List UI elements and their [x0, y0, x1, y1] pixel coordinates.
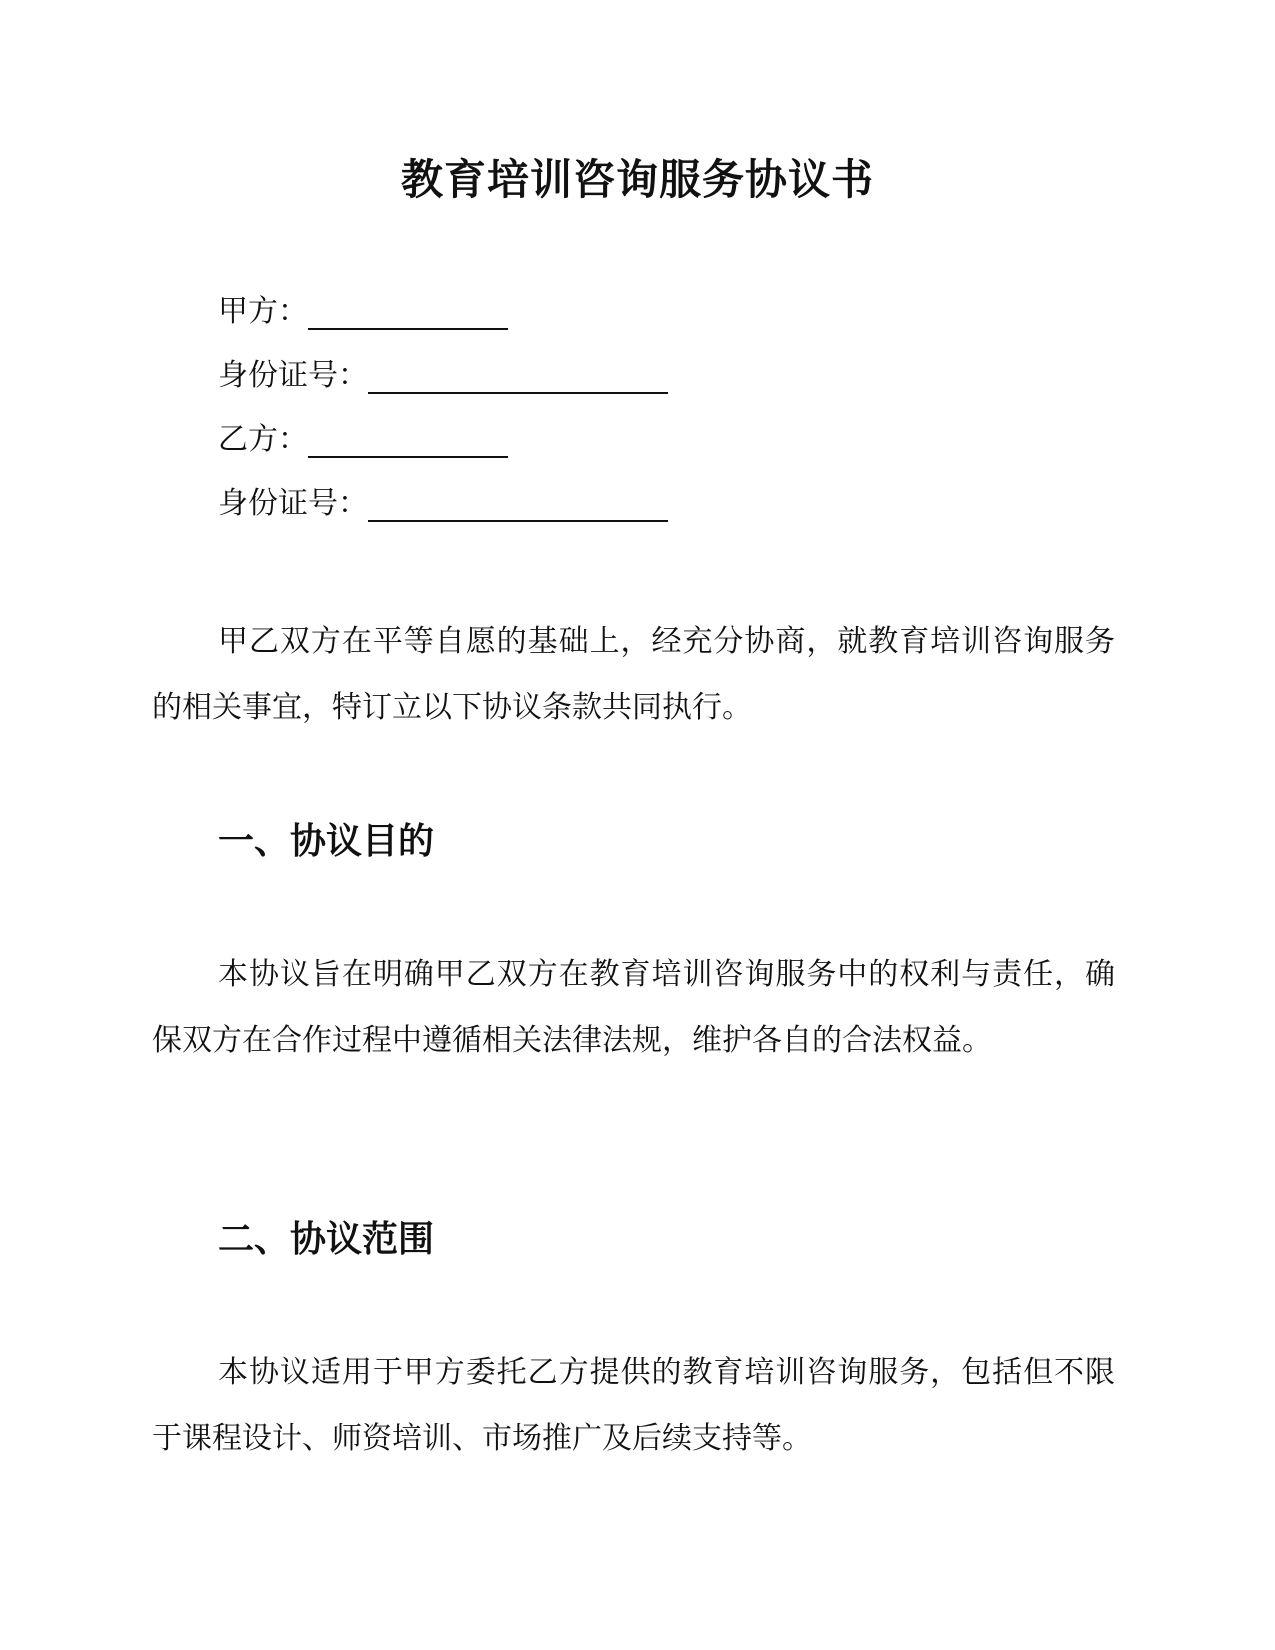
- intro-paragraph: 甲乙双方在平等自愿的基础上，经充分协商，就教育培训咨询服务的相关事宜，特订立以下协议条款共同执行。: [152, 624, 1115, 725]
- party-a-blank-line: [308, 298, 508, 330]
- party-b-field: [218, 420, 508, 460]
- party-b-id-field: [218, 484, 668, 524]
- section-2-body: 本协议适用于甲方委托乙方提供的教育培训咨询服务，包括但不限于课程设计、师资培训、市场推广及后续支持等。: [152, 1355, 1115, 1456]
- party-a-label: 甲方：: [218, 294, 308, 329]
- party-b-id-blank-line: [368, 490, 668, 522]
- party-a-id-field: [218, 356, 668, 396]
- party-a-id-label: 身份证号：: [218, 358, 368, 393]
- party-b-label: 乙方：: [218, 422, 308, 457]
- party-a-field: [218, 292, 508, 332]
- document-title: 教育培训咨询服务协议书: [400, 155, 874, 204]
- section-2-heading: 二、协议范围: [218, 1219, 435, 1260]
- party-b-id-label: 身份证号：: [218, 486, 368, 521]
- party-b-blank-line: [308, 426, 508, 458]
- section-1-body: 本协议旨在明确甲乙双方在教育培训咨询服务中的权利与责任，确保双方在合作过程中遵循相关法律法规，维护各自的合法权益。: [152, 957, 1115, 1058]
- party-a-id-blank-line: [368, 362, 668, 394]
- section-1-heading: 一、协议目的: [218, 821, 435, 862]
